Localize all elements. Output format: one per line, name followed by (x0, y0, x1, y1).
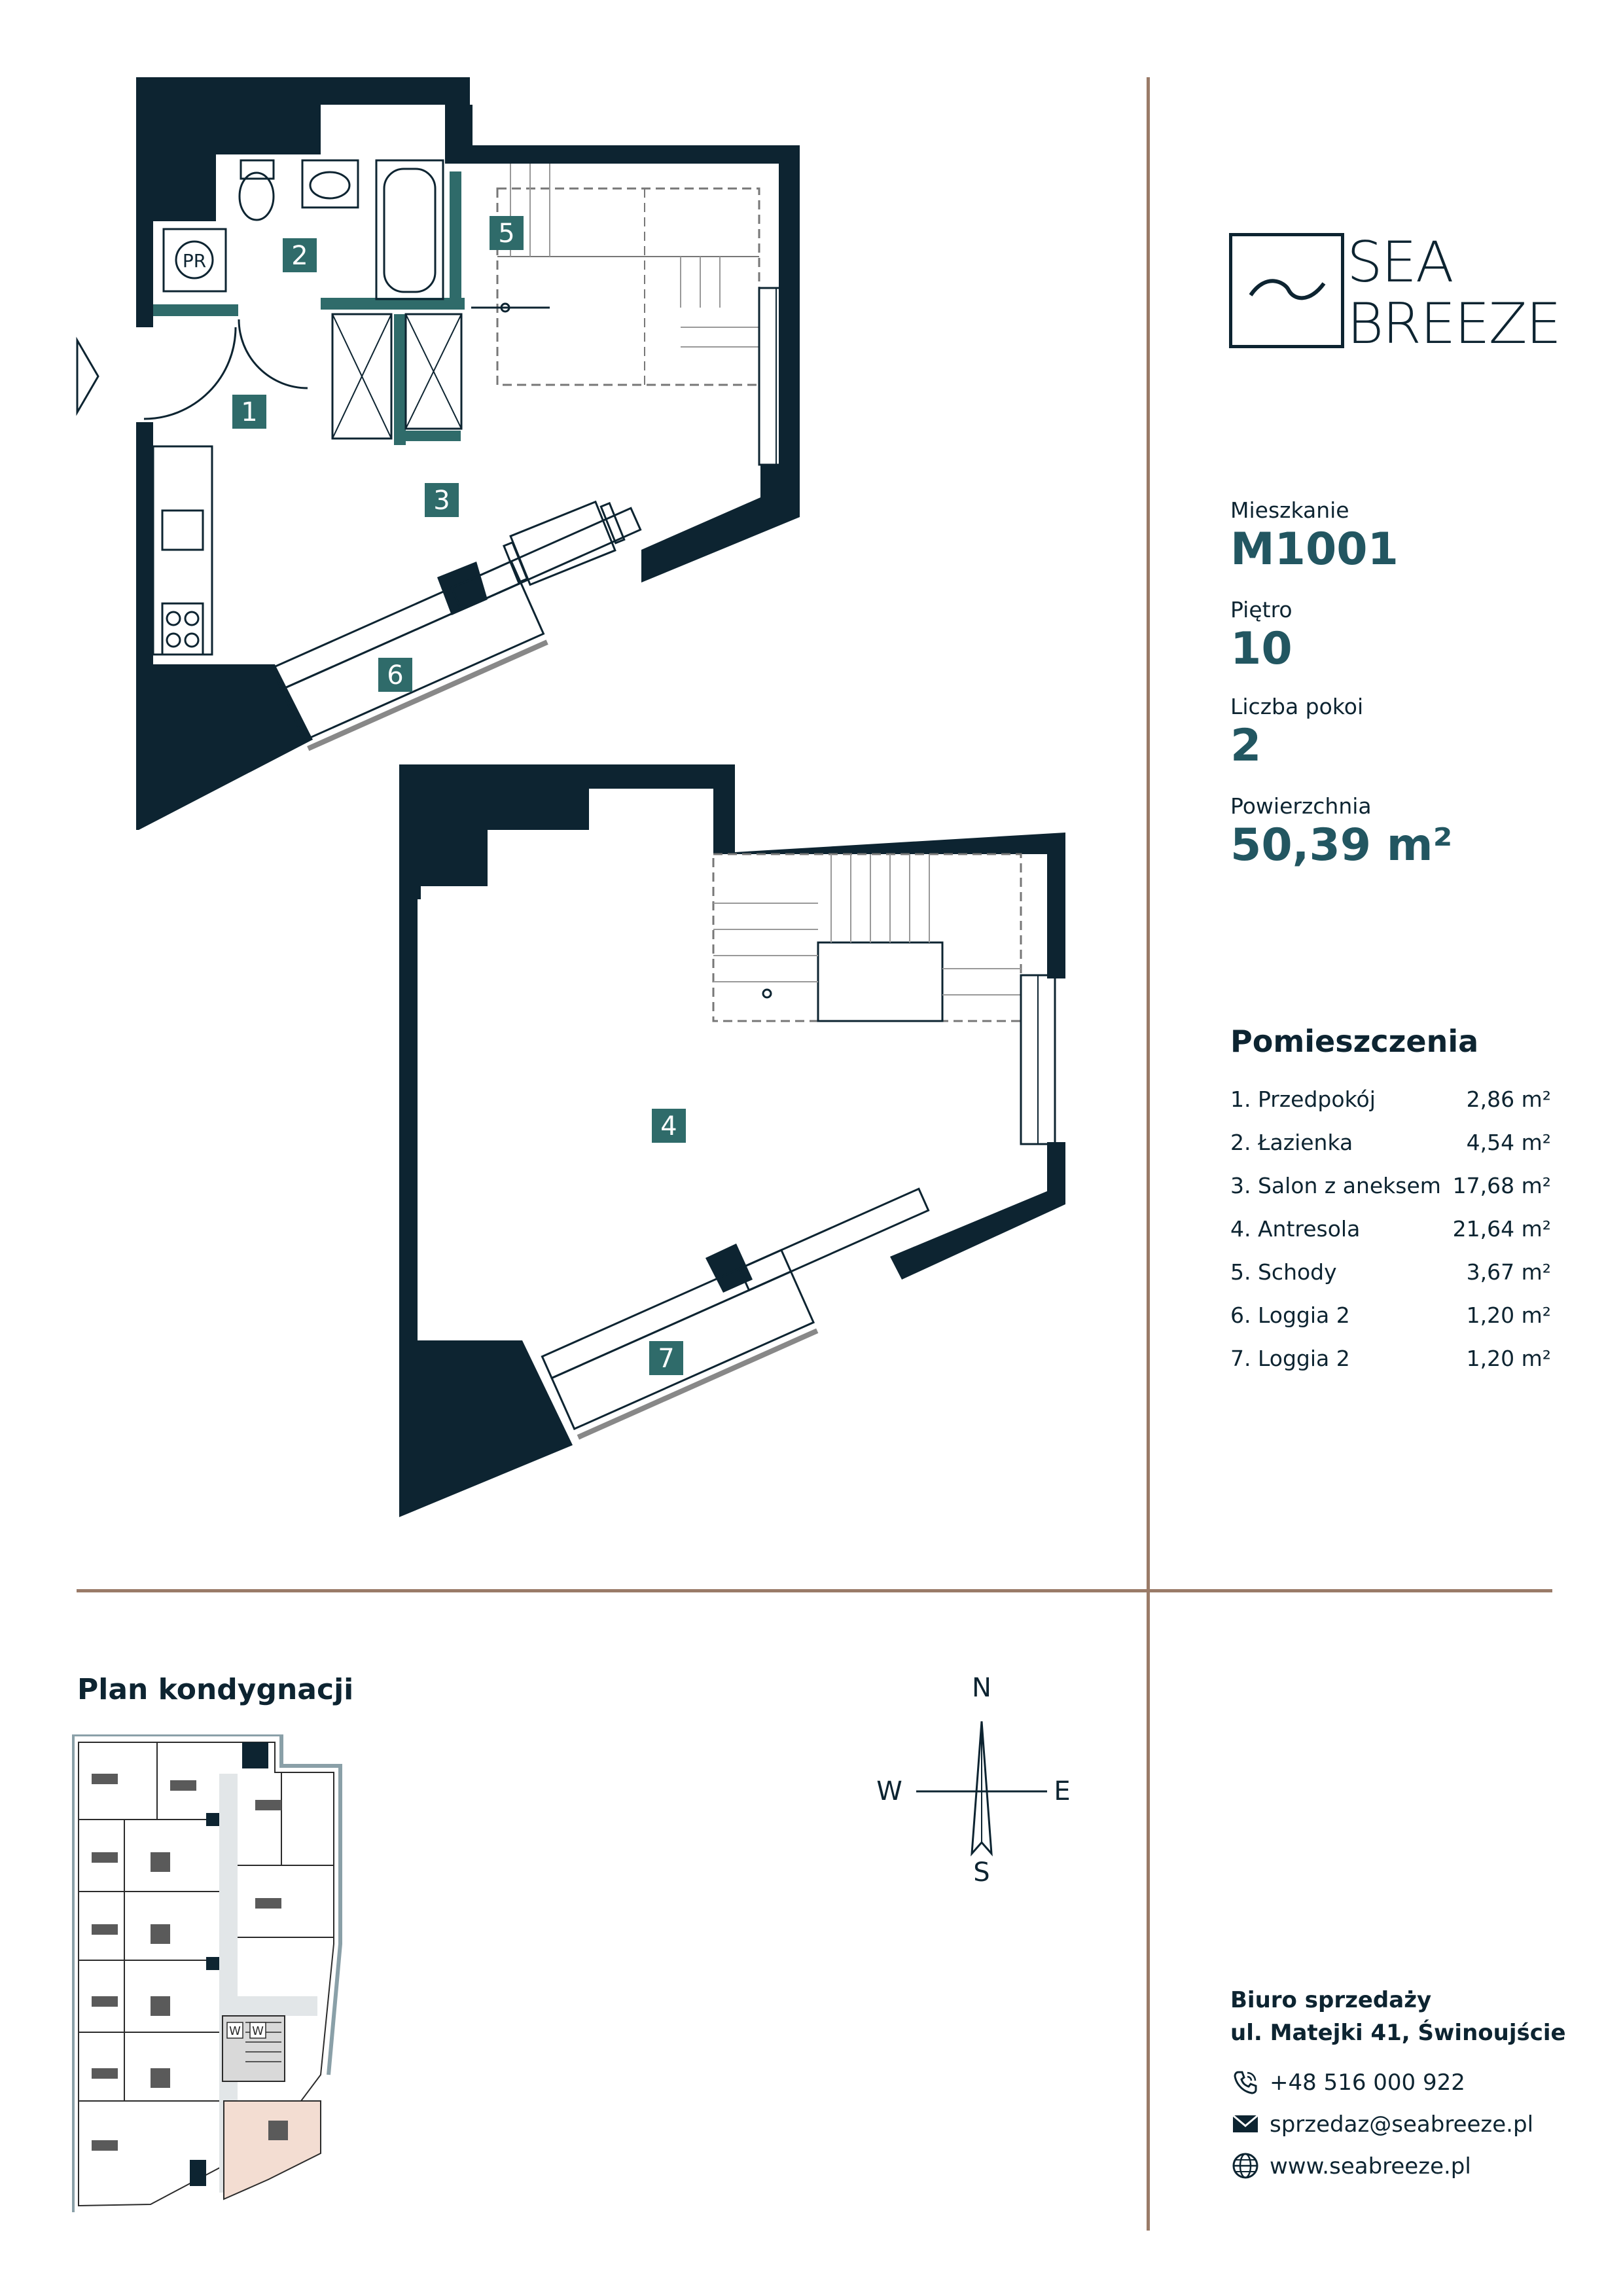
email-contact[interactable] (1230, 2109, 1558, 2142)
globe-icon (1230, 2151, 1260, 2181)
floorplan-drawing (0, 0, 1139, 1571)
room-badge-2 (283, 238, 317, 272)
website-text[interactable]: www.seabreeze.pl (1270, 2153, 1471, 2179)
mail-icon (1230, 2109, 1260, 2139)
floor-value: 10 (1230, 623, 1293, 675)
phone-icon (1230, 2067, 1260, 2097)
svg-text:5: 5 (498, 219, 515, 249)
room-badge-5 (490, 216, 524, 250)
upper-level-plan (399, 764, 1065, 1517)
wc-label: W (252, 2024, 264, 2038)
svg-text:6: 6 (387, 660, 404, 691)
svg-text:7: 7 (658, 1344, 675, 1374)
wave-icon (1232, 236, 1341, 345)
floor-plan-title: Plan kondygnacji (77, 1673, 354, 1706)
svg-text:3: 3 (433, 486, 450, 516)
floor-label: Piętro (1230, 597, 1293, 622)
pr-label: PR (182, 250, 207, 272)
room-badge-4 (652, 1109, 686, 1143)
area-value: 50,39 m² (1230, 819, 1453, 871)
compass-south: S (973, 1857, 990, 1888)
email-text[interactable]: sprzedaz@seabreeze.pl (1270, 2111, 1534, 2138)
room-badge-3 (425, 483, 459, 517)
logo-line-1: SEA (1347, 230, 1453, 295)
wc-label: W (229, 2024, 241, 2038)
sales-office-title: Biuro sprzedaży (1230, 1987, 1432, 2013)
rooms-title: Pomieszczenia (1230, 1024, 1479, 1059)
svg-text:4: 4 (660, 1111, 677, 1141)
phone-text[interactable]: +48 516 000 922 (1270, 2070, 1465, 2096)
room-row: 2. Łazienka 4,54 m² (1230, 1130, 1551, 1155)
unit-label: Mieszkanie (1230, 497, 1349, 523)
room-badge-7 (649, 1341, 683, 1375)
room-badge-6 (378, 658, 412, 692)
compass-west: W (876, 1776, 902, 1806)
compass-rose (897, 1702, 1067, 1872)
unit-value: M1001 (1230, 524, 1399, 575)
rooms-count-label: Liczba pokoi (1230, 694, 1364, 719)
vertical-divider (1147, 77, 1150, 2231)
rooms-count-value: 2 (1230, 720, 1262, 772)
room-row: 1. Przedpokój 2,86 m² (1230, 1086, 1551, 1112)
svg-text:2: 2 (291, 241, 308, 271)
svg-text:1: 1 (241, 397, 258, 427)
room-row: 5. Schody 3,67 m² (1230, 1259, 1551, 1285)
phone-contact[interactable] (1230, 2067, 1558, 2100)
room-row: 4. Antresola 21,64 m² (1230, 1216, 1551, 1242)
building-floor-plan (72, 1734, 347, 2232)
website-contact[interactable] (1230, 2151, 1558, 2183)
compass-north: N (972, 1673, 991, 1703)
horizontal-divider (77, 1589, 1552, 1592)
room-row: 6. Loggia 2 1,20 m² (1230, 1302, 1551, 1328)
area-label: Powierzchnia (1230, 793, 1372, 819)
room-row: 3. Salon z aneksem 17,68 m² (1230, 1173, 1551, 1198)
logo-line-2: BREEZE (1347, 291, 1560, 357)
lower-level-plan (77, 77, 800, 830)
sales-office-address: ul. Matejki 41, Świnoujście (1230, 2020, 1566, 2046)
room-badge-1 (232, 395, 266, 429)
logo-wave-box (1229, 233, 1344, 348)
room-row: 7. Loggia 2 1,20 m² (1230, 1346, 1551, 1371)
compass-east: E (1054, 1776, 1071, 1806)
